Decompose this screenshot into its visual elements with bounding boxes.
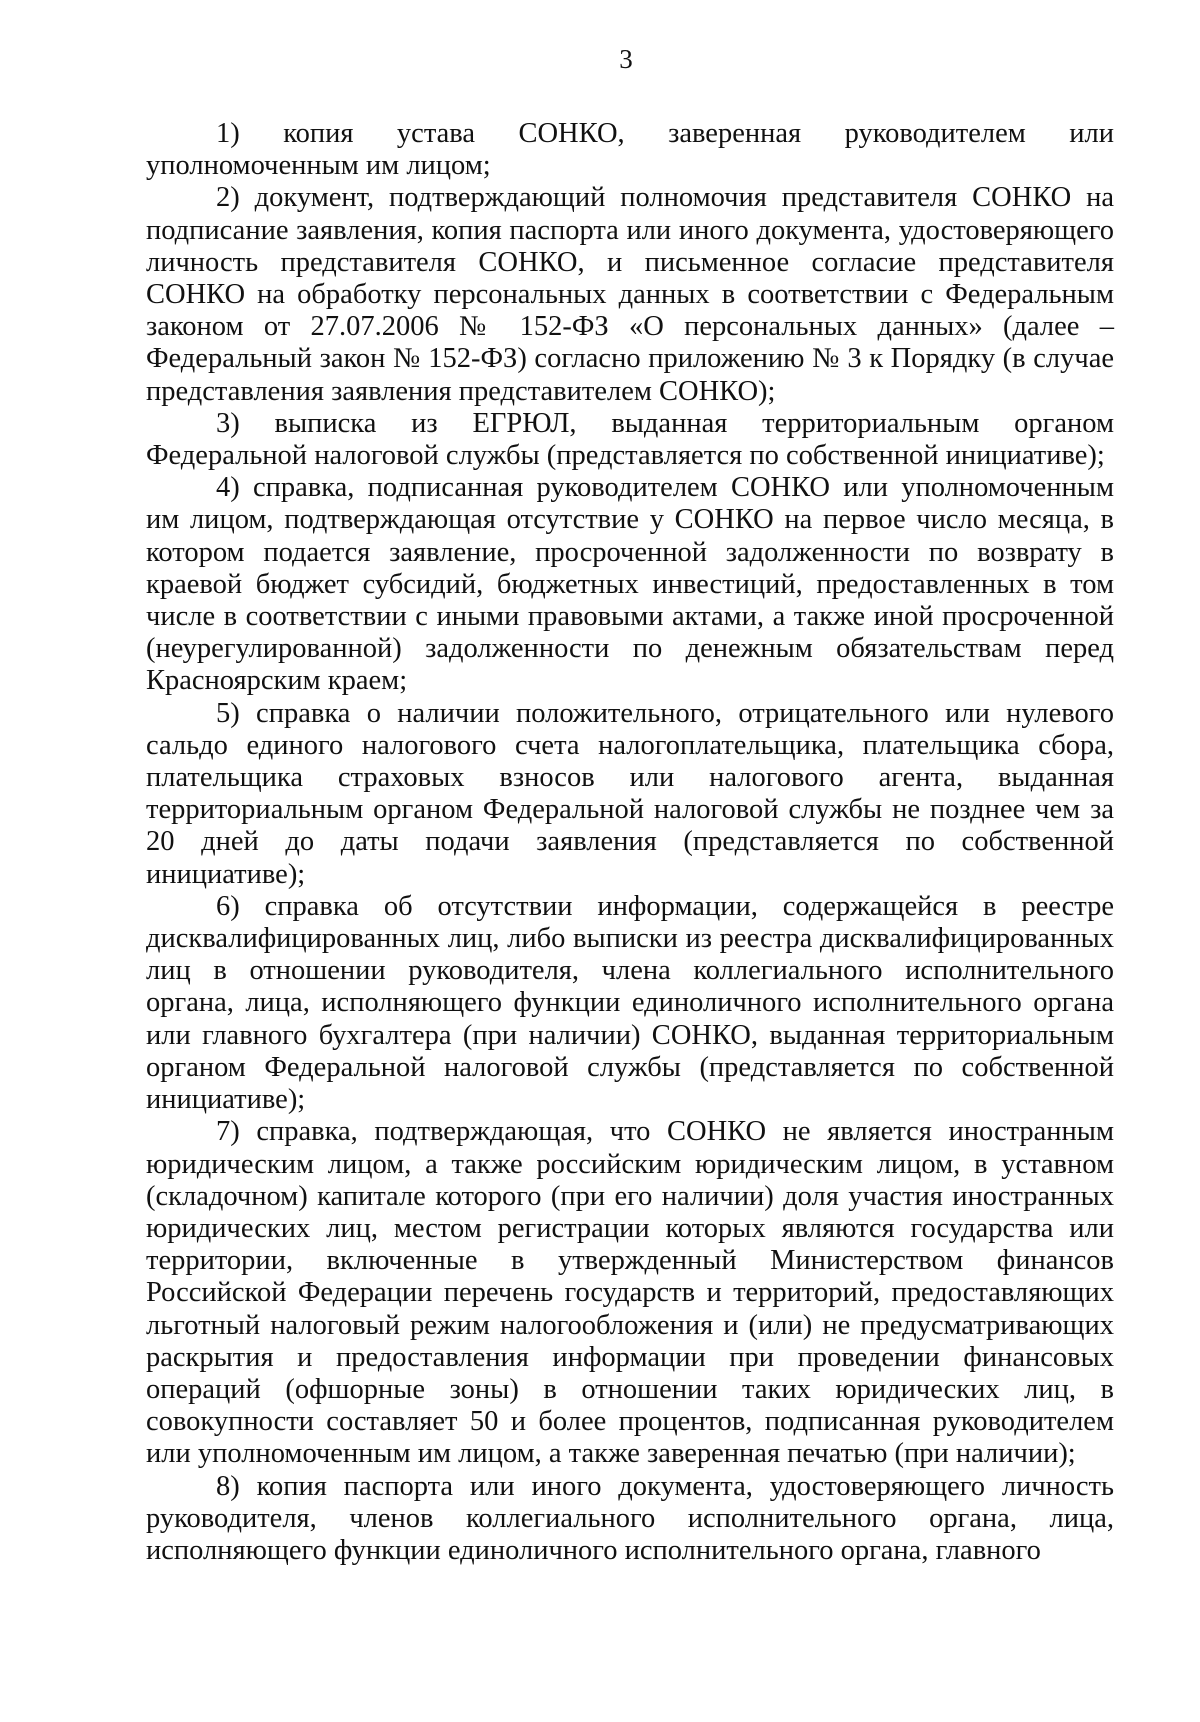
list-item: 6) справка об отсутствии информации, содержащейся в реестре дисквалифицированных лиц, либо выписки из реестра дисквалифицированных лиц в отношении руководителя, члена коллегиального исполнительного органа, лица, исполняющего функции единоличного исполнительного органа или главного бухгалтера (при наличии) СОНКО, выданная территориальным органом Федеральной налоговой службы (представляется по собственной инициативе); <box>146 890 1114 1116</box>
document-body <box>146 118 1114 1567</box>
list-item: 4) справка, подписанная руководителем СОНКО или уполномоченным им лицом, подтверждающая отсутствие у СОНКО на первое число месяца, в котором подается заявление, просроченной задолженности по возврату в краевой бюджет субсидий, бюджетных инвестиций, предоставленных в том числе в соответствии с иными правовыми актами, а также иной просроченной (неурегулированной) задолженности по денежным обязательствам перед Красноярским краем; <box>146 472 1114 697</box>
page-number: 3 <box>619 44 633 74</box>
list-item: 3) выписка из ЕГРЮЛ, выданная территориальным органом Федеральной налоговой службы (представляется по собственной инициативе); <box>146 407 1114 472</box>
list-item: 7) справка, подтверждающая, что СОНКО не является иностранным юридическим лицом, а также российским юридическим лицом, в уставном (складочном) капитале которого (при его наличии) доля участия иностранных юридических лиц, местом регистрации которых являются государства или территории, включенные в утвержденный Министерством финансов Российской Федерации перечень государств и территорий, предоставляющих льготный налоговый режим налогообложения и (или) не предусматривающих раскрытия и предоставления информации при проведении финансовых операций (офшорные зоны) в отношении таких юридических лиц, в совокупности составляет 50 и более процентов, подписанная руководителем или уполномоченным им лицом, а также заверенная печатью (при наличии); <box>146 1116 1114 1470</box>
list-item: 2) документ, подтверждающий полномочия представителя СОНКО на подписание заявления, копия паспорта или иного документа, удостоверяющего личность представителя СОНКО, и письменное согласие представителя СОНКО на обработку персональных данных в соответствии с Федеральным законом от 27.07.2006 № 152-ФЗ «О персональных данных» (далее – Федеральный закон № 152-ФЗ) согласно приложению № 3 к Порядку (в случае представления заявления представителем СОНКО); <box>146 182 1114 407</box>
list-item: 5) справка о наличии положительного, отрицательного или нулевого сальдо единого налогового счета налогоплательщика, плательщика сбора, плательщика страховых взносов или налогового агента, выданная территориальным органом Федеральной налоговой службы не позднее чем за 20 дней до даты подачи заявления (представляется по собственной инициативе); <box>146 697 1114 890</box>
list-item: 1) копия устава СОНКО, заверенная руководителем или уполномоченным им лицом; <box>146 118 1114 182</box>
list-item: 8) копия паспорта или иного документа, удостоверяющего личность руководителя, членов коллегиального исполнительного органа, лица, исполняющего функции единоличного исполнительного органа, главного <box>146 1470 1114 1566</box>
